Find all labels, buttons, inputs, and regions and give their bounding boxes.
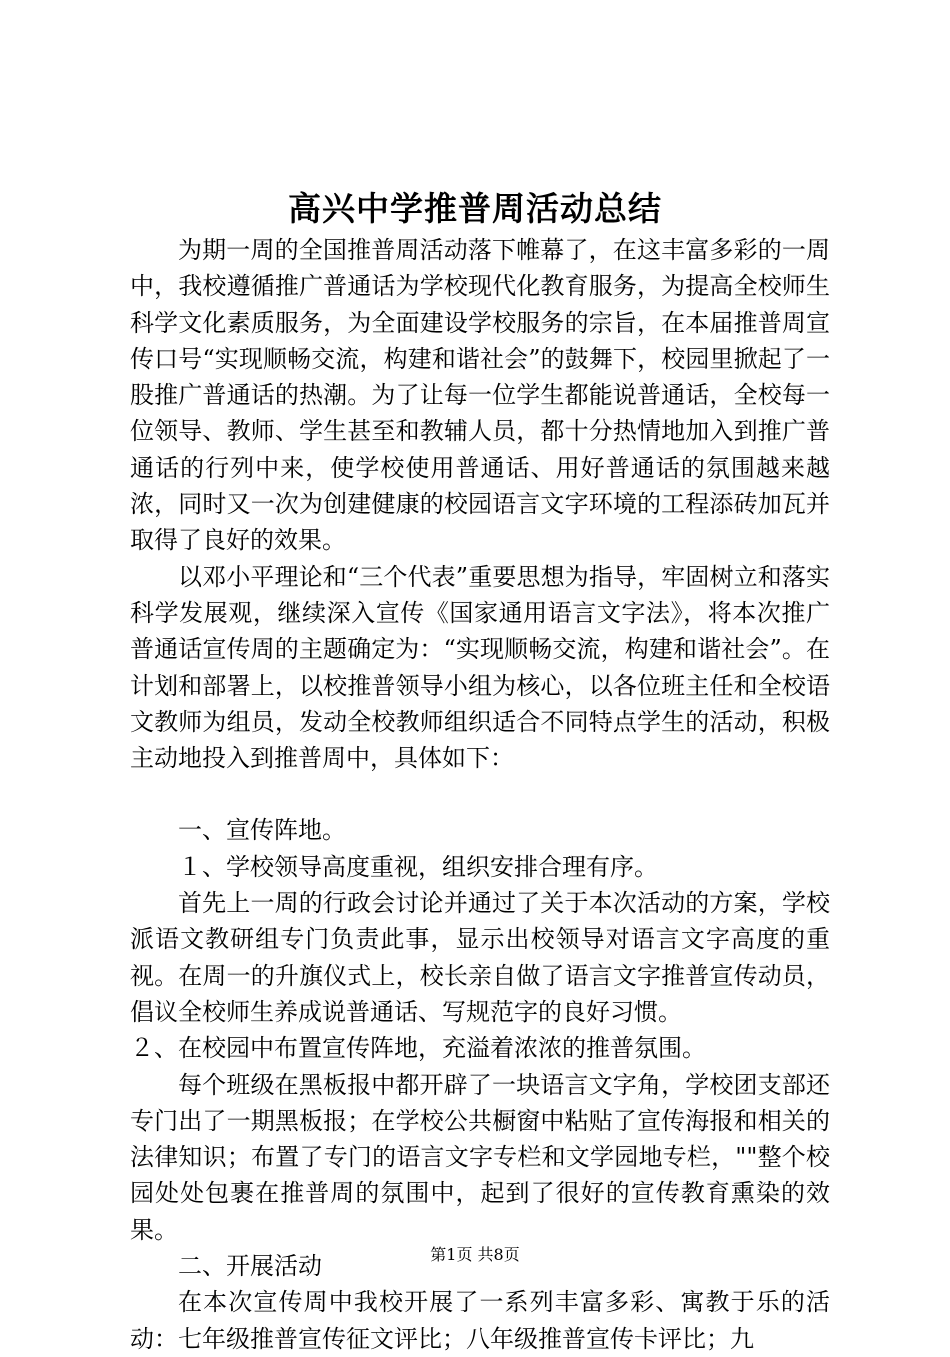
paragraph-campus: 每个班级在黑板报中都开辟了一块语言文字角，学校团支部还专门出了一期黑板报；在学校公共橱窗中粘贴了宣传海报和相关的法律知识；布置了专门的语言文字专栏和文学园地专栏，""整个校园处处包裹在推普周的氛围中，起到了很好的宣传教育熏染的效果。 (130, 1070, 830, 1244)
blank-line (130, 776, 830, 812)
subheading-1: １、学校领导高度重视，组织安排合理有序。 (178, 852, 658, 881)
document-title: 高兴中学推普周活动总结 (288, 189, 662, 228)
document-body (130, 232, 830, 1357)
paragraph-intro: 为期一周的全国推普周活动落下帷幕了，在这丰富多彩的一周中，我校遵循推广普通话为学校现代化教育服务，为提高全校师生科学文化素质服务，为全面建设学校服务的宗旨，在本届推普周宣传口号“实现顺畅交流，构建和谐社会”的鼓舞下，校园里掀起了一股推广普通话的热潮。为了让每一位学生都能说普通话，全校每一位领导、教师、学生甚至和教辅人员，都十分热情地加入到推广普通话的行列中来，使学校使用普通话、用好普通话的氛围越来越浓，同时又一次为创建健康的校园语言文字环境的工程添砖加瓦并取得了良好的效果。 (130, 236, 830, 555)
page-footer: 第1页 共8页 (430, 1245, 520, 1264)
paragraph-activities: 在本次宣传周中我校开展了一系列丰富多彩、寓教于乐的活动：七年级推普宣传征文评比；八年级推普宣传卡评比；九 (130, 1288, 830, 1353)
section-heading-1: 一、宣传阵地。 (178, 816, 346, 845)
section-heading-2: 二、开展活动 (178, 1252, 322, 1281)
paragraph-guideline: 以邓小平理论和“三个代表”重要思想为指导，牢固树立和落实科学发展观，继续深入宣传《国家通用语言文字法》，将本次推广普通话宣传周的主题确定为：“实现顺畅交流，构建和谐社会”。在计划和部署上，以校推普领导小组为核心，以各位班主任和全校语文教师为组员，发动全校教师组织适合不同特点学生的活动，积极主动地投入到推普周中，具体如下： (130, 562, 830, 773)
paragraph-leadership: 首先上一周的行政会讨论并通过了关于本次活动的方案，学校派语文教研组专门负责此事，显示出校领导对语言文字高度的重视。在周一的升旗仪式上，校长亲自做了语言文字推普宣传动员，倡议全校师生养成说普通话、写规范字的良好习惯。 (130, 889, 830, 1026)
subheading-2: ２、在校园中布置宣传阵地，充溢着浓浓的推普氛围。 (130, 1034, 706, 1063)
